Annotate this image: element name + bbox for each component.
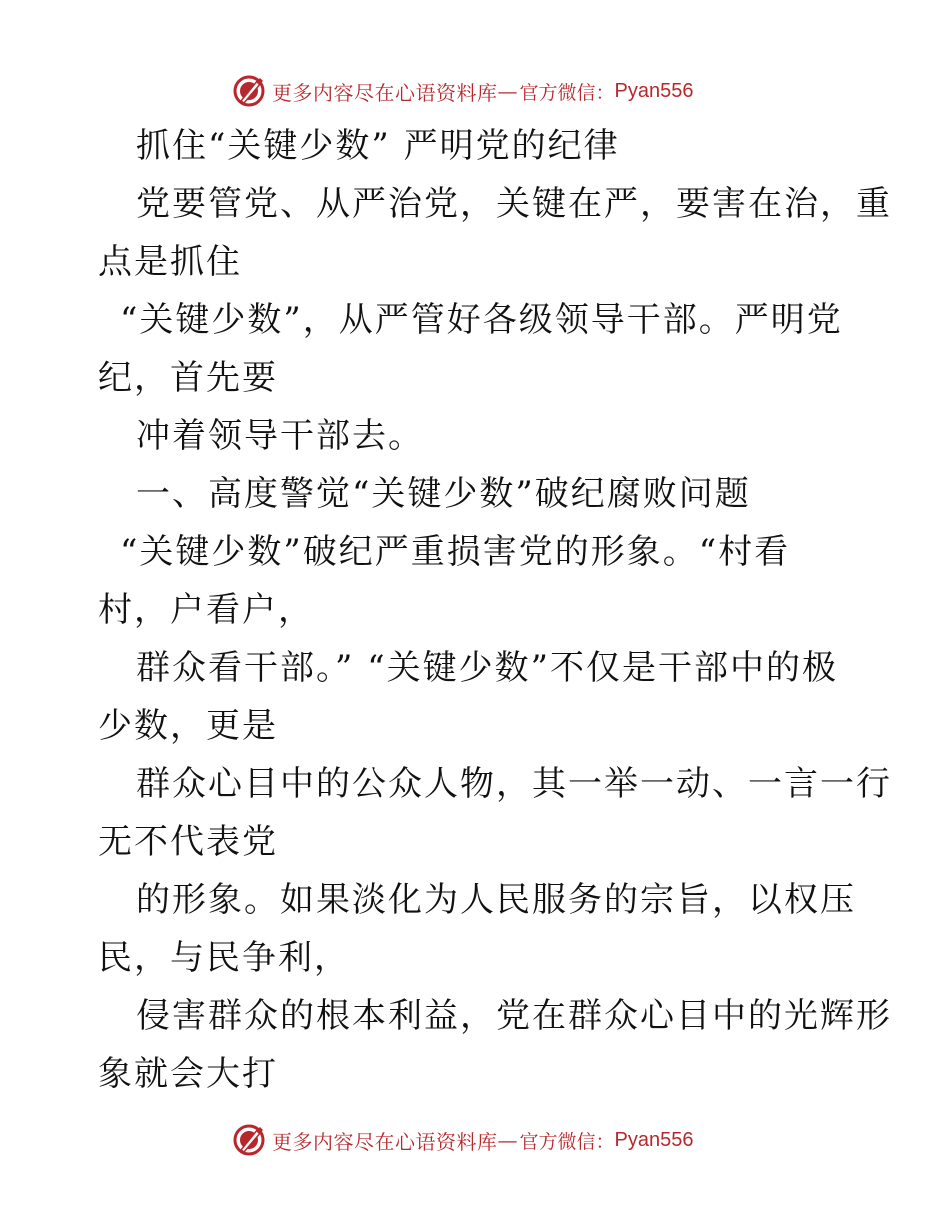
paragraph-line: “关键少数”，从严管好各级领导干部。严明党 xyxy=(120,300,843,340)
paragraph-line: 民，与民争利， xyxy=(98,938,350,978)
banner-wechat-label: 官方微信： xyxy=(519,81,615,104)
paragraph-line: 群众看干部。” “关键少数”不仅是干部中的极 xyxy=(136,648,838,688)
document-body xyxy=(98,117,892,1103)
paragraph-line: 冲着领导干部去。 xyxy=(136,416,424,456)
paragraph-line: 象就会大打 xyxy=(98,1054,278,1094)
paragraph-line: 无不代表党 xyxy=(98,822,278,862)
paragraph-line: 侵害群众的根本利益，党在群众心目中的光辉形 xyxy=(136,996,892,1036)
paragraph-line: 点是抓住 xyxy=(98,242,242,282)
red-quill-logo-icon xyxy=(232,74,266,108)
footer-banner xyxy=(232,1121,693,1159)
paragraph-line: 纪，首先要 xyxy=(98,358,278,398)
paragraph-line: 少数，更是 xyxy=(98,706,278,746)
section-heading: 一、高度警觉“关键少数”破纪腐败问题 xyxy=(136,474,751,514)
banner-separator: — xyxy=(497,1128,518,1152)
header-banner xyxy=(232,72,693,110)
paragraph-line: 的形象。如果淡化为人民服务的宗旨，以权压 xyxy=(136,880,856,920)
banner-wechat-label: 官方微信： xyxy=(519,1130,615,1153)
banner-text: 更多内容尽在心语资料库 xyxy=(272,80,498,105)
banner-wechat-id: Pyan556 xyxy=(614,79,694,102)
paragraph-line: 村，户看户， xyxy=(98,590,314,630)
red-quill-logo-icon xyxy=(232,1123,266,1157)
paragraph-line: 党要管党、从严治党，关键在严，要害在治，重 xyxy=(136,184,892,224)
article-title: 抓住“关键少数” 严明党的纪律 xyxy=(136,126,620,166)
banner-text: 更多内容尽在心语资料库 xyxy=(272,1129,498,1154)
paragraph-line: “关键少数”破纪严重损害党的形象。“村看 xyxy=(120,532,791,572)
paragraph-line: 群众心目中的公众人物，其一举一动、一言一行 xyxy=(136,764,892,804)
banner-wechat-id: Pyan556 xyxy=(614,1128,694,1151)
banner-separator: — xyxy=(497,79,518,103)
